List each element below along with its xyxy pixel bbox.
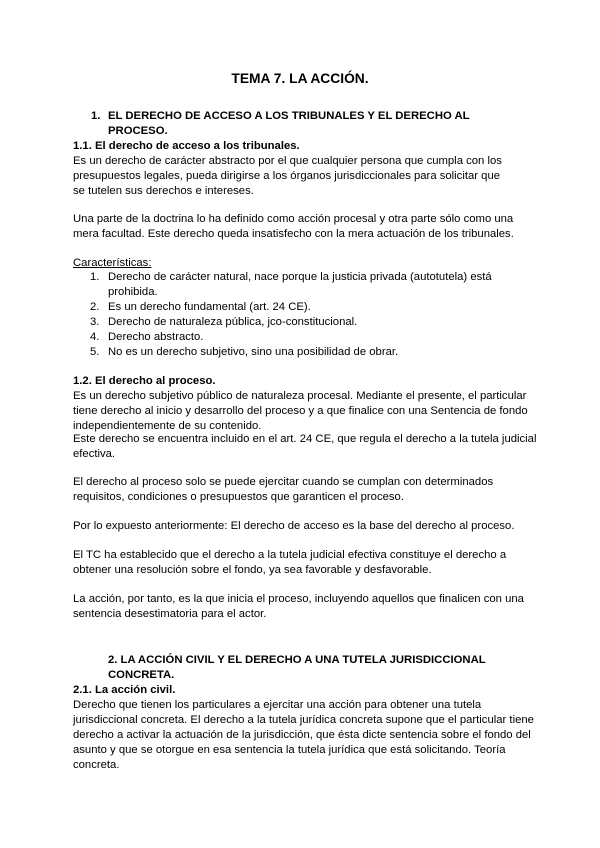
list-item-number: 5. [90,346,100,358]
paragraph-1-1-b: Una parte de la doctrina lo ha definido como acción procesal y otra parte sólo como una mera facultad. Este derecho queda insatisfecho con la mera actuación de los tribunales. [73,213,514,240]
section-1-number: 1. [91,110,101,122]
section-1-heading-text: EL DERECHO DE ACCESO A LOS TRIBUNALES Y EL DERECHO AL PROCESO. [108,110,470,137]
paragraph-1-2-d: Por lo expuesto anteriormente: El derecho de acceso es la base del derecho al proceso. [73,520,515,532]
paragraph-1-1-a: Es un derecho de carácter abstracto por el que cualquier persona que cumpla con los presupuestos legales, pueda dirigirse a los órganos jurisdiccionales para solicitar que se tutelen sus derechos e intereses. [73,155,502,197]
list-item [73,270,508,300]
list-item-text: Derecho de carácter natural, nace porque la justicia privada (autotutela) está prohibida. [108,271,492,298]
list-item-text: Derecho abstracto. [108,331,204,343]
list-item-text: No es un derecho subjetivo, sino una posibilidad de obrar. [108,346,399,358]
list-item [73,330,543,345]
list-item-text: Es un derecho fundamental (art. 24 CE). [108,301,311,313]
characteristics-label: Características: [73,257,152,269]
paragraph-1-2-c: El derecho al proceso solo se puede ejercitar cuando se cumplan con determinados requisitos, condiciones o presupuestos que garanticen el proceso. [73,476,494,503]
paragraph-1-2-a: Es un derecho subjetivo público de naturaleza procesal. Mediante el presente, el particular tiene derecho al inicio y desarrollo del proceso y a que finalice con una Sentencia de fondo independientemente de su contenido. [73,390,528,432]
list-item-number: 1. [90,271,100,283]
paragraph-1-2-e: El TC ha establecido que el derecho a la tutela judicial efectiva constituye el derecho a obtener una resolución sobre el fondo, ya sea favorable y desfavorable. [73,549,507,576]
subsection-1-1-heading: 1.1. El derecho de acceso a los tribunales. [73,140,300,152]
paragraph-2-1-a: Derecho que tienen los particulares a ejercitar una acción para obtener una tutela jurisdiccional concreta. El derecho a la tutela jurídica concreta supone que el particular tiene derecho a activar la actuación de la jurisdicción, que ésta dicte sentencia sobre el fondo del asunto y que se otorgue en esa sentencia la tutela jurídica que está solicitando. Teoría concreta. [73,699,534,771]
list-item [73,300,543,315]
paragraph-1-2-b: Este derecho se encuentra incluido en el art. 24 CE, que regula el derecho a la tutela judicial efectiva. [73,433,537,460]
subsection-1-2-heading: 1.2. El derecho al proceso. [73,375,216,387]
subsection-2-1-heading: 2.1. La acción civil. [73,684,176,696]
section-1-heading [73,109,473,139]
list-item [73,315,543,330]
list-item-number: 2. [90,301,100,313]
list-item-text: Derecho de naturaleza pública, jco-constitucional. [108,316,358,328]
list-item [73,345,543,360]
section-2-heading: 2. LA ACCIÓN CIVIL Y EL DERECHO A UNA TUTELA JURISDICCIONAL CONCRETA. [108,654,486,681]
characteristics-list [73,270,543,360]
page-title: TEMA 7. LA ACCIÓN. [231,71,369,86]
list-item-number: 3. [90,316,100,328]
paragraph-1-2-f: La acción, por tanto, es la que inicia el proceso, incluyendo aquellos que finalicen con una sentencia desestimatoria para el actor. [73,593,524,620]
list-item-number: 4. [90,331,100,343]
